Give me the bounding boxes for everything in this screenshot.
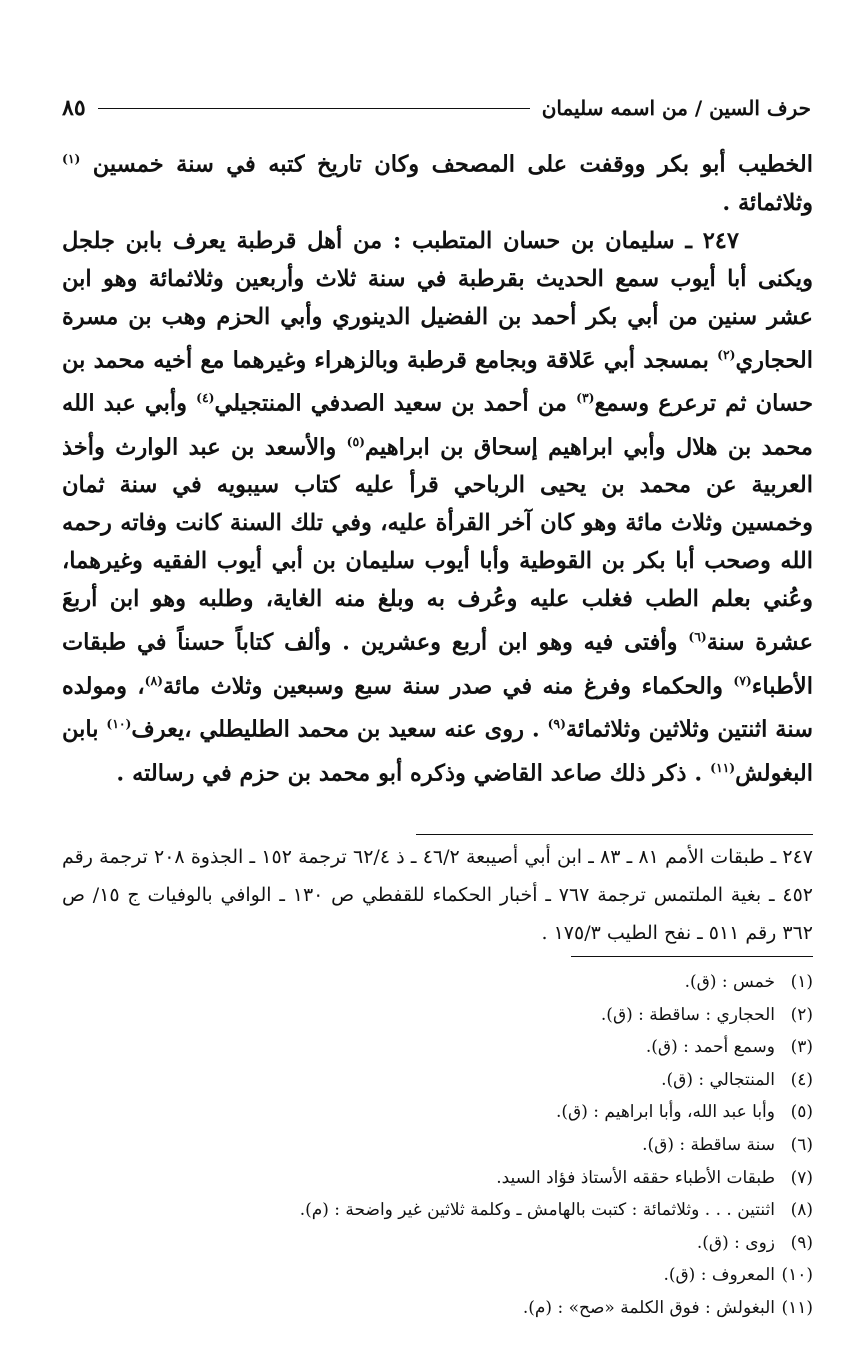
footnote-item: (١١)البغولش : فوق الكلمة «صح» : (م). [522, 1297, 813, 1318]
entry-text-5: والأسعد بن عبد الوارث وأخذ العربية عن محمد بن يحيى الرباحي قرأ عليه كتاب سيبويه في سنة ثمان وخمسين وثلاث مائة وهو كان آخر القرأة عليه، وفي تلك السنة كانت وفاته رحمه الله وصحب أبا بكر بن القوطية وأبا أيوب سليمان بن أبي أيوب الفقيه وغيرهما، وعُني بعلم الطب فغلب عليه وعُرف به وبلغ منه الغاية، وطلبه وهو ابن أربعَ عشرة سنة [62, 434, 813, 656]
entry-text-11: . ذكر ذلك صاعد القاضي وذكره أبو محمد بن حزم في رسالته . [116, 760, 703, 786]
footnote-item: (١)خمس : (ق). [684, 972, 813, 992]
continuation-end: وثلاثمائة . [722, 189, 813, 216]
footnote-item: (٦)سنة ساقطة : (ق). [642, 1134, 813, 1155]
sources-note: ٢٤٧ ـ طبقات الأمم ٨١ ـ ٨٣ ـ ابن أبي أصيبعة ٤٦/٢ ـ ذ ٦٢/٤ ترجمة ١٥٢ ـ الجذوة ٢٠٨ ترجمة رقم ٤٥٢ ـ بغية الملتمس ترجمة ٧٦٧ ـ أخبار الحكماء للقفطي ص ١٣٠ ـ الوافي بالوفيات ج ١٥/ ص ٣٦٢ رقم ٥١١ ـ نفح الطيب ١٧٥/٣ . [62, 846, 813, 944]
footnote-ref-4: (٤) [196, 390, 215, 405]
entry-text-8: ، ومولده سنة اثنتين وثلاثين وثلاثمائة [62, 673, 814, 743]
entry-text-4: وأبي عبد الله محمد بن هلال وأبي ابراهيم إسحاق بن ابراهيم [62, 390, 813, 460]
page-number: ٨٥ [62, 95, 86, 121]
entry-text-10: بابن البغولش [62, 716, 813, 786]
header-rule [98, 108, 530, 109]
footnote-item: (٢)الحجاري : ساقطة : (ق). [600, 1004, 813, 1025]
footnote-item: (٨)اثنتين . . . وثلاثمائة : كتبت بالهامش ـ وكلمة ثلاثين غير واضحة : (م). [299, 1200, 813, 1221]
continuation-paragraph [62, 140, 813, 222]
footnote-ref-5: (٥) [346, 433, 365, 449]
footnote-item: (٤)المنتجالي : (ق). [661, 1069, 813, 1090]
footnote-item: (٧)طبقات الأطباء حققه الأستاذ فؤاد السيد. [496, 1167, 813, 1188]
footnote-item: (١٠)المعروف : (ق). [663, 1265, 813, 1286]
entry-text-3: من أحمد بن سعيد الصدفي المنتجيلي [214, 390, 567, 417]
sources-divider [416, 834, 813, 835]
footnote-item: (٣)وسمع أحمد : (ق). [645, 1037, 813, 1058]
footnote-item: (٩)زوى : (ق). [696, 1232, 813, 1253]
footnote-ref-8: (٨) [144, 672, 163, 688]
entry-heading: سليمان بن حسان المتطبب : [392, 227, 675, 254]
footnote-ref-1: (١) [62, 151, 81, 166]
footnote-ref-7: (٧) [733, 672, 752, 688]
header-title: حرف السين / من اسمه سليمان [541, 96, 811, 120]
footnote-item: (٥)وأبا عبد الله، وأبا ابراهيم : (ق). [556, 1102, 813, 1123]
main-text [62, 140, 813, 792]
continuation-text: الخطيب أبو بكر ووقفت على المصحف وكان تاريخ كتبه في سنة خمسين [92, 151, 813, 178]
footnote-ref-3: (٣) [576, 390, 595, 405]
entry-text-6: وأفتى فيه وهو ابن أربع وعشرين . وألف كتاباً حسناً في طبقات الأطباء [62, 629, 813, 699]
entry-text-2: بمسجد أبي عَلاقة وبجامع قرطبة وبالزهراء وغيرهما مع أخيه محمد بن حسان ثم ترعرع وسمع [62, 347, 813, 417]
footnote-ref-9: (٩) [547, 716, 566, 731]
entry-paragraph [62, 222, 813, 793]
entry-text-1: من أهل قرطبة يعرف بابن جلجل ويكنى أبا أيوب سمع الحديث بقرطبة في سنة ثلاث وأربعين وثلاثمائة وهو ابن عشر سنين من أبي بكر أحمد بن الفضيل الدينوري وأبي الحزم وهب بن مسرة الحجاري [62, 227, 813, 373]
footnotes-list [62, 966, 813, 1325]
running-header [62, 92, 811, 124]
entry-number: ٢٤٧ ـ [685, 227, 739, 254]
footnotes-divider [571, 956, 813, 957]
entry-text-9: . روى عنه سعيد بن محمد الطليطلي ،يعرف [131, 716, 540, 743]
entry-text-7: والحكماء وفرغ منه في صدر سنة سبع وسبعين وثلاث مائة [163, 673, 724, 699]
footnote-ref-11: (١١) [710, 759, 736, 775]
footnote-ref-10: (١٠) [106, 716, 132, 731]
footnote-ref-6: (٦) [688, 629, 707, 644]
footnote-ref-2: (٢) [717, 346, 736, 362]
